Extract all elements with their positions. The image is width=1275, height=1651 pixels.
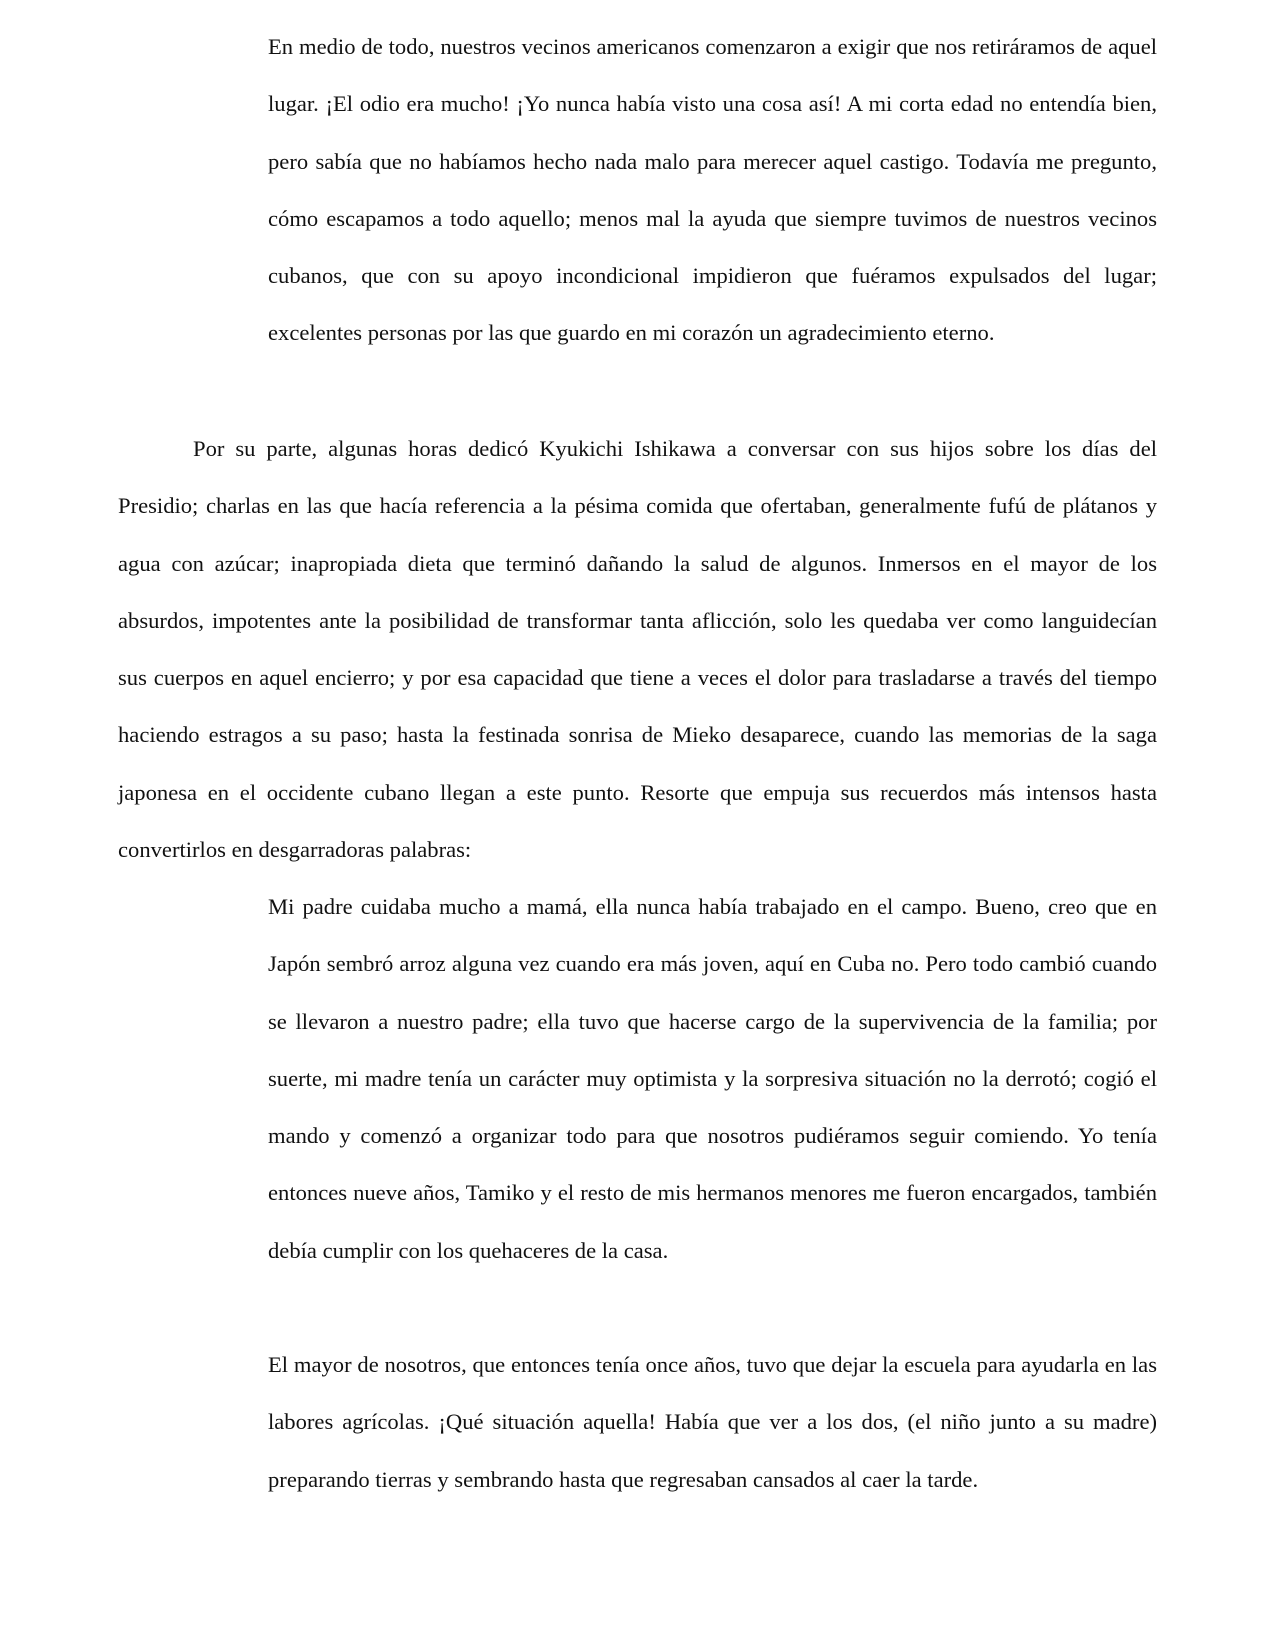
block-quote: Mi padre cuidaba mucho a mamá, ella nunca había trabajado en el campo. Bueno, creo que en Japón sembró arroz alguna vez cuando era más joven, aquí en Cuba no. Pero todo cambió cuando se llevaron a nuestro padre; ella tuvo que hacerse cargo de la supervivencia de la familia; por suerte, mi madre tenía un carácter muy optimista y la sorpresiva situación no la derrotó; cogió el mando y comenzó a organizar todo para que nosotros pudiéramos seguir comiendo. Yo tenía entonces nueve años, Tamiko y el resto de mis hermanos menores me fueron encargados, también debía cumplir con los quehaceres de la casa.: [268, 894, 1157, 1263]
block-quote: En medio de todo, nuestros vecinos americanos comenzaron a exigir que nos retiráramos de aquel lugar. ¡El odio era mucho! ¡Yo nunca había visto una cosa así! A mi corta edad no entendía bien, pero sabía que no habíamos hecho nada malo para merecer aquel castigo. Todavía me pregunto, cómo escapamos a todo aquello; menos mal la ayuda que siempre tuvimos de nuestros vecinos cubanos, que con su apoyo incondicional impidieron que fuéramos expulsados del lugar; excelentes personas por las que guardo en mi corazón un agradecimiento eterno.: [268, 34, 1157, 346]
block-quote: El mayor de nosotros, que entonces tenía once años, tuvo que dejar la escuela para ayudarla en las labores agrícolas. ¡Qué situación aquella! Había que ver a los dos, (el niño junto a su madre) preparando tierras y sembrando hasta que regresaban cansados al caer la tarde.: [268, 1352, 1157, 1492]
body-paragraph: Por su parte, algunas horas dedicó Kyukichi Ishikawa a conversar con sus hijos sobre los días del Presidio; charlas en las que hacía referencia a la pésima comida que ofertaban, generalmente fufú de plátanos y agua con azúcar; inapropiada dieta que terminó dañando la salud de algunos. Inmersos en el mayor de los absurdos, impotentes ante la posibilidad de transformar tanta aflicción, solo les quedaba ver como languidecían sus cuerpos en aquel encierro; y por esa capacidad que tiene a veces el dolor para trasladarse a través del tiempo haciendo estragos a su paso; hasta la festinada sonrisa de Mieko desaparece, cuando las memorias de la saga japonesa en el occidente cubano llegan a este punto. Resorte que empuja sus recuerdos más intensos hasta convertirlos en desgarradoras palabras:: [118, 436, 1157, 863]
